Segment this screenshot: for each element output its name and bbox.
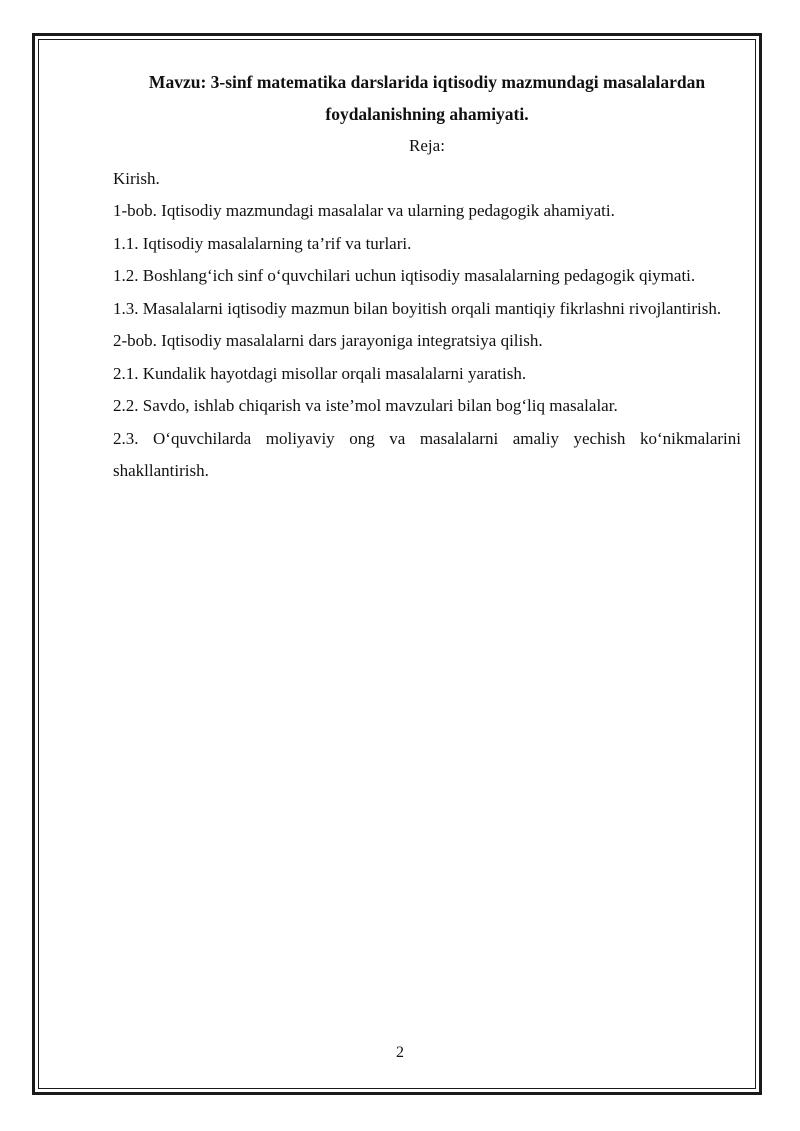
plan-item-introduction: Kirish. bbox=[113, 168, 160, 188]
plan-item-2-2: 2.2. Savdo, ishlab chiqarish va iste’mol mavzulari bilan bog‘liq masalalar. bbox=[113, 396, 618, 415]
plan-heading: Reja: bbox=[409, 136, 445, 155]
document-body bbox=[113, 66, 741, 488]
plan-item-1-1: 1.1. Iqtisodiy masalalarning ta’rif va turlari. bbox=[113, 233, 412, 253]
plan-item-chapter-2: 2-bob. Iqtisodiy masalalarni dars jarayoniga integratsiya qilish. bbox=[113, 331, 543, 350]
plan-item-1-2: 1.2. Boshlang‘ich sinf o‘quvchilari uchun iqtisodiy masalalarning pedagogik qiymati. bbox=[113, 266, 696, 285]
plan-item-2-3: 2.3. O‘quvchilarda moliyaviy ong va masalalarni amaliy yechish ko‘nikmalarini shakllantirish. bbox=[113, 428, 741, 480]
plan-item-1-3: 1.3. Masalalarni iqtisodiy mazmun bilan boyitish orqali mantiqiy fikrlashni rivojlantirish. bbox=[113, 298, 722, 318]
document-title: Mavzu: 3-sinf matematika darslarida iqtisodiy mazmundagi masalalardan foydalanishning ahamiyati. bbox=[148, 72, 706, 124]
plan-item-2-1: 2.1. Kundalik hayotdagi misollar orqali masalalarni yaratish. bbox=[113, 363, 527, 383]
page-number: 2 bbox=[396, 1044, 404, 1061]
plan-item-chapter-1: 1-bob. Iqtisodiy mazmundagi masalalar va ularning pedagogik ahamiyati. bbox=[113, 201, 615, 220]
